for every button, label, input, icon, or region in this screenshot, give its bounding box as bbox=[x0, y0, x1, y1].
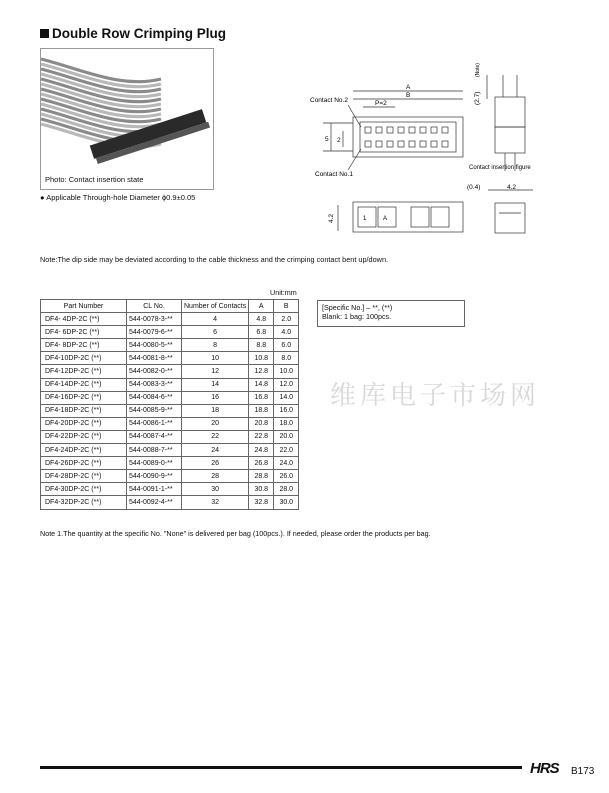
a-cell: 26.8 bbox=[249, 457, 274, 470]
a-cell: 8.8 bbox=[249, 339, 274, 352]
header-part-number: Part Number bbox=[41, 300, 127, 313]
page-title: Double Row Crimping Plug bbox=[40, 26, 226, 41]
table-row bbox=[41, 313, 299, 326]
b-cell: 16.0 bbox=[274, 404, 299, 417]
b-cell: 12.0 bbox=[274, 378, 299, 391]
contacts-cell: 4 bbox=[182, 313, 249, 326]
contacts-cell: 28 bbox=[182, 470, 249, 483]
b-cell: 8.0 bbox=[274, 352, 299, 365]
part-number-cell: DF4-10DP-2C (**) bbox=[41, 352, 127, 365]
b-cell: 10.0 bbox=[274, 365, 299, 378]
part-number-cell: DF4-26DP-2C (**) bbox=[41, 457, 127, 470]
cl-no-cell: 544-0078-3-** bbox=[127, 313, 182, 326]
cl-no-cell: 544-0085-9-** bbox=[127, 404, 182, 417]
b-cell: 28.0 bbox=[274, 483, 299, 496]
contacts-cell: 10 bbox=[182, 352, 249, 365]
a-cell: 28.8 bbox=[249, 470, 274, 483]
part-number-cell: DF4-16DP-2C (**) bbox=[41, 391, 127, 404]
contact-no1-label: Contact No.1 bbox=[315, 171, 353, 178]
part-number-cell: DF4-12DP-2C (**) bbox=[41, 365, 127, 378]
table-row bbox=[41, 483, 299, 496]
b-cell: 26.0 bbox=[274, 470, 299, 483]
specific-no-line: [Specific No.] – **, (**) bbox=[322, 303, 393, 312]
cl-no-cell: 544-0088-7-** bbox=[127, 444, 182, 457]
dim-27-label: (2.7) bbox=[474, 91, 481, 105]
a-cell: 16.8 bbox=[249, 391, 274, 404]
dim-42-right-label: 4.2 bbox=[507, 184, 517, 191]
insertion-figure-label: Contact insertion figure bbox=[469, 165, 531, 171]
part-number-cell: DF4-30DP-2C (**) bbox=[41, 483, 127, 496]
cl-no-cell: 544-0091-1-** bbox=[127, 483, 182, 496]
header-cl-no: CL No. bbox=[127, 300, 182, 313]
b-cell: 4.0 bbox=[274, 326, 299, 339]
specific-no-box bbox=[317, 300, 465, 327]
dim-04-label: (0.4) bbox=[467, 184, 481, 191]
cl-no-cell: 544-0086-1-** bbox=[127, 417, 182, 430]
part-number-cell: DF4-22DP-2C (**) bbox=[41, 430, 127, 443]
cl-no-cell: 544-0081-8-** bbox=[127, 352, 182, 365]
a-cell: 24.8 bbox=[249, 444, 274, 457]
a-cell: 12.8 bbox=[249, 365, 274, 378]
quantity-note: Note 1.The quantity at the specific No. "None" is delivered per bag (100pcs.). If needed, please order the products per bag. bbox=[40, 529, 431, 538]
b-cell: 22.0 bbox=[274, 444, 299, 457]
contacts-cell: 8 bbox=[182, 339, 249, 352]
part-number-cell: DF4- 8DP-2C (**) bbox=[41, 339, 127, 352]
dip-side-note: Note:The dip side may be deviated according to the cable thickness and the crimping contact bent up/down. bbox=[40, 255, 389, 264]
b-cell: 30.0 bbox=[274, 496, 299, 509]
b-cell: 14.0 bbox=[274, 391, 299, 404]
contacts-cell: 30 bbox=[182, 483, 249, 496]
header-a: A bbox=[249, 300, 274, 313]
cl-no-cell: 544-0092-4-** bbox=[127, 496, 182, 509]
cl-no-cell: 544-0083-3-** bbox=[127, 378, 182, 391]
pin-a-label: A bbox=[383, 216, 388, 222]
table-row bbox=[41, 430, 299, 443]
contacts-cell: 32 bbox=[182, 496, 249, 509]
b-cell: 2.0 bbox=[274, 313, 299, 326]
a-cell: 30.8 bbox=[249, 483, 274, 496]
a-cell: 20.8 bbox=[249, 417, 274, 430]
contacts-cell: 24 bbox=[182, 444, 249, 457]
pin-1-label: 1 bbox=[363, 216, 367, 222]
table-row bbox=[41, 352, 299, 365]
dim-b-label: B bbox=[406, 92, 411, 99]
dimension-drawing bbox=[303, 55, 593, 255]
photo-caption: Photo: Contact insertion state bbox=[45, 175, 144, 184]
table-row bbox=[41, 457, 299, 470]
table-row bbox=[41, 444, 299, 457]
table-row bbox=[41, 470, 299, 483]
dim-42-left-label: 4.2 bbox=[328, 213, 335, 223]
contacts-cell: 12 bbox=[182, 365, 249, 378]
cl-no-cell: 544-0090-9-** bbox=[127, 470, 182, 483]
header-b: B bbox=[274, 300, 299, 313]
through-hole-spec: ● Applicable Through-hole Diameter ϕ0.9±0.05 bbox=[40, 193, 196, 202]
part-number-cell: DF4-14DP-2C (**) bbox=[41, 378, 127, 391]
dim-27-note: (Note) bbox=[475, 63, 481, 77]
a-cell: 14.8 bbox=[249, 378, 274, 391]
page-number: B173 bbox=[571, 766, 595, 777]
dim-2-label: 2 bbox=[337, 137, 341, 144]
table-row bbox=[41, 404, 299, 417]
footer-rule bbox=[40, 766, 522, 769]
contacts-cell: 14 bbox=[182, 378, 249, 391]
a-cell: 10.8 bbox=[249, 352, 274, 365]
product-photo bbox=[40, 48, 214, 190]
cl-no-cell: 544-0089-0-** bbox=[127, 457, 182, 470]
table-row bbox=[41, 378, 299, 391]
watermark-text: 维库电子市场网 bbox=[330, 381, 541, 411]
contacts-cell: 20 bbox=[182, 417, 249, 430]
unit-label: Unit:mm bbox=[270, 288, 297, 297]
contacts-cell: 18 bbox=[182, 404, 249, 417]
cl-no-cell: 544-0082-0-** bbox=[127, 365, 182, 378]
b-cell: 20.0 bbox=[274, 430, 299, 443]
contacts-cell: 6 bbox=[182, 326, 249, 339]
part-number-cell: DF4-24DP-2C (**) bbox=[41, 444, 127, 457]
table-row bbox=[41, 417, 299, 430]
pitch-label: P=2 bbox=[375, 100, 387, 107]
b-cell: 24.0 bbox=[274, 457, 299, 470]
cl-no-cell: 544-0080-5-** bbox=[127, 339, 182, 352]
table-row bbox=[41, 365, 299, 378]
table-row bbox=[41, 496, 299, 509]
cl-no-cell: 544-0084-6-** bbox=[127, 391, 182, 404]
square-bullet-icon bbox=[40, 29, 49, 38]
a-cell: 6.8 bbox=[249, 326, 274, 339]
contacts-cell: 26 bbox=[182, 457, 249, 470]
cable-assembly-illustration bbox=[41, 49, 213, 189]
a-cell: 32.8 bbox=[249, 496, 274, 509]
contacts-cell: 16 bbox=[182, 391, 249, 404]
part-number-cell: DF4-18DP-2C (**) bbox=[41, 404, 127, 417]
hrs-logo: HRS bbox=[530, 760, 559, 777]
table-row bbox=[41, 339, 299, 352]
part-number-cell: DF4-28DP-2C (**) bbox=[41, 470, 127, 483]
b-cell: 18.0 bbox=[274, 417, 299, 430]
part-number-cell: DF4-20DP-2C (**) bbox=[41, 417, 127, 430]
table-header-row bbox=[41, 300, 299, 313]
dim-5-label: 5 bbox=[325, 136, 329, 143]
a-cell: 22.8 bbox=[249, 430, 274, 443]
part-number-cell: DF4- 4DP-2C (**) bbox=[41, 313, 127, 326]
cl-no-cell: 544-0079-6-** bbox=[127, 326, 182, 339]
dim-a-label: A bbox=[406, 84, 411, 91]
part-number-cell: DF4- 6DP-2C (**) bbox=[41, 326, 127, 339]
contacts-cell: 22 bbox=[182, 430, 249, 443]
a-cell: 18.8 bbox=[249, 404, 274, 417]
cl-no-cell: 544-0087-4-** bbox=[127, 430, 182, 443]
contact-no2-label: Contact No.2 bbox=[310, 97, 348, 104]
table-row bbox=[41, 391, 299, 404]
part-number-cell: DF4-32DP-2C (**) bbox=[41, 496, 127, 509]
a-cell: 4.8 bbox=[249, 313, 274, 326]
part-number-table bbox=[40, 299, 299, 510]
b-cell: 6.0 bbox=[274, 339, 299, 352]
table-row bbox=[41, 326, 299, 339]
header-number-of-contacts: Number of Contacts bbox=[182, 300, 249, 313]
blank-bag-line: Blank: 1 bag: 100pcs. bbox=[322, 312, 392, 321]
